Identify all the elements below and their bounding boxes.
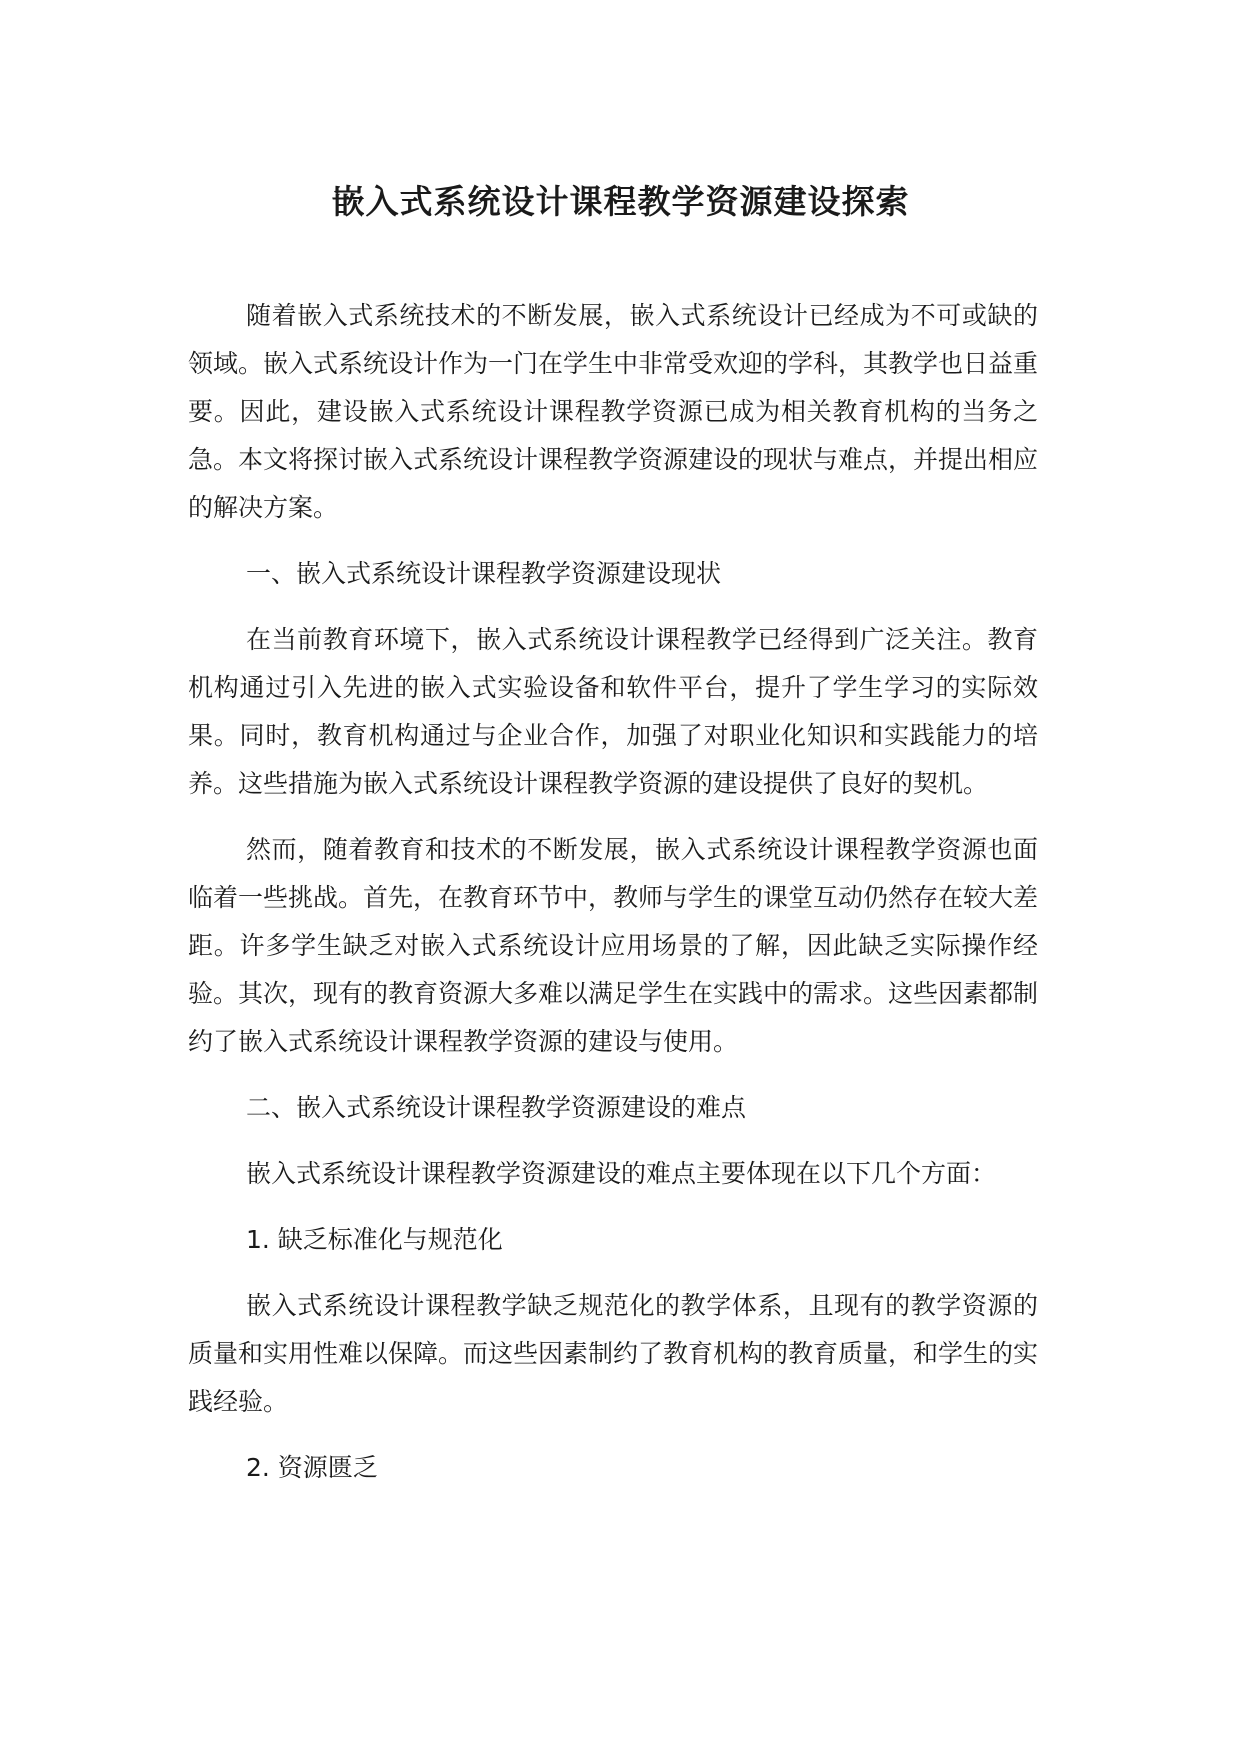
section-heading-2: 二、嵌入式系统设计课程教学资源建设的难点 xyxy=(246,1093,747,1122)
document-body xyxy=(188,292,1038,1510)
difficulties-intro: 嵌入式系统设计课程教学资源建设的难点主要体现在以下几个方面： xyxy=(246,1159,997,1188)
standardization-paragraph: 嵌入式系统设计课程教学缺乏规范化的教学体系，且现有的教学资源的质量和实用性难以保障。而这些因素制约了教育机构的教育质量，和学生的实践经验。 xyxy=(188,1291,1039,1416)
challenges-paragraph: 然而，随着教育和技术的不断发展，嵌入式系统设计课程教学资源也面临着一些挑战。首先，在教育环节中，教师与学生的课堂互动仍然存在较大差距。许多学生缺乏对嵌入式系统设计应用场景的了解，因此缺乏实际操作经验。其次，现有的教育资源大多难以满足学生在实践中的需求。这些因素都制约了嵌入式系统设计课程教学资源的建设与使用。 xyxy=(188,835,1039,1056)
intro-paragraph: 随着嵌入式系统技术的不断发展，嵌入式系统设计已经成为不可或缺的领域。嵌入式系统设计作为一门在学生中非常受欢迎的学科，其教学也日益重要。因此，建设嵌入式系统设计课程教学资源已成为相关教育机构的当务之急。本文将探讨嵌入式系统设计课程教学资源建设的现状与难点，并提出相应的解决方案。 xyxy=(188,301,1039,522)
subheading-2: 2. 资源匮乏 xyxy=(246,1453,378,1482)
subheading-1: 1. 缺乏标准化与规范化 xyxy=(246,1225,503,1254)
status-paragraph: 在当前教育环境下，嵌入式系统设计课程教学已经得到广泛关注。教育机构通过引入先进的嵌入式实验设备和软件平台，提升了学生学习的实际效果。同时，教育机构通过与企业合作，加强了对职业化知识和实践能力的培养。这些措施为嵌入式系统设计课程教学资源的建设提供了良好的契机。 xyxy=(188,625,1038,798)
document-title: 嵌入式系统设计课程教学资源建设探索 xyxy=(331,182,910,221)
section-heading-1: 一、嵌入式系统设计课程教学资源建设现状 xyxy=(246,559,722,588)
